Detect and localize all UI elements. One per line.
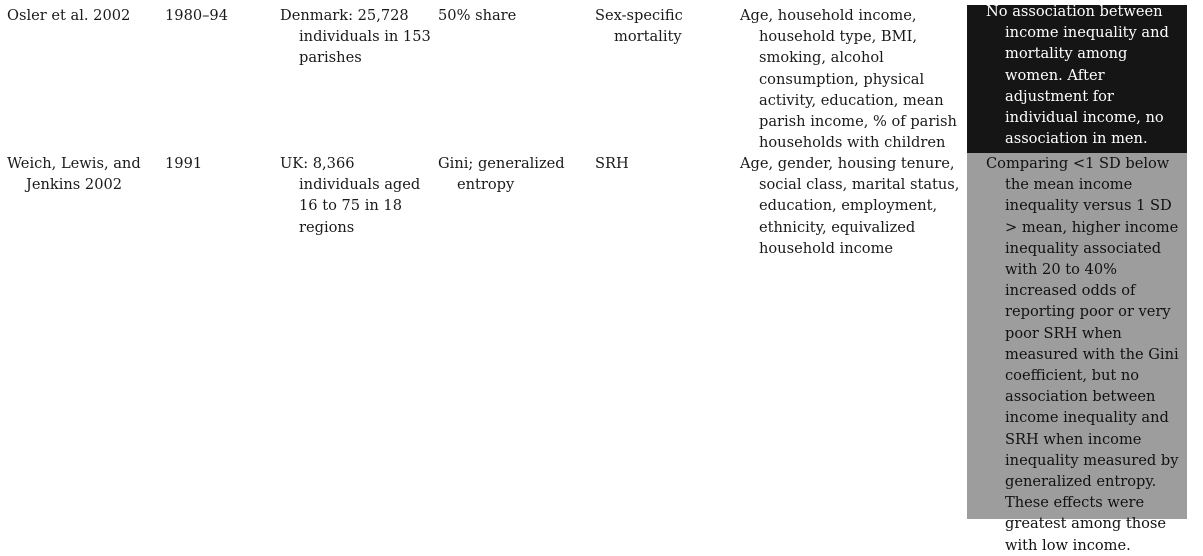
- findings-text: Comparing <1 SD below the mean income inequality versus 1 SD > mean, higher income inequality associated with 20 to 40% increased odds of reporting poor or very poor SRH when measured with the Gini coefficient, but no association between income inequality and SRH when income inequality measured by generalized entropy. These effects were greatest among those with low income.: [986, 155, 1179, 554]
- years-cell: 1991: [165, 155, 203, 172]
- controls-cell: Age, gender, housing tenure, social class, marital status, education, employment, ethnicity, equivalized household income: [740, 155, 960, 257]
- table-row: [0, 5, 1203, 153]
- study-cell: Osler et al. 2002: [7, 7, 131, 24]
- controls-cell: Age, household income, household type, BMI, smoking, alcohol consumption, physical activity, education, mean parish income, % of parish households with children: [740, 7, 957, 152]
- inequality-measure-cell: 50% share: [438, 7, 517, 24]
- findings-cell: [967, 153, 1187, 554]
- outcome-cell: Sex-specific mortality: [595, 7, 683, 46]
- sample-cell: UK: 8,366 individuals aged 16 to 75 in 18 regions: [280, 155, 421, 236]
- inequality-measure-cell: Gini; generalized entropy: [438, 155, 565, 194]
- years-cell: 1980–94: [165, 7, 229, 24]
- study-cell: Weich, Lewis, and Jenkins 2002: [7, 155, 141, 194]
- sample-cell: Denmark: 25,728 individuals in 153 parishes: [280, 7, 431, 67]
- findings-cell: [967, 5, 1187, 153]
- findings-text: No association between income inequality and mortality among women. After adjustment for individual income, no association in men.: [986, 3, 1169, 148]
- outcome-cell: SRH: [595, 155, 629, 172]
- table-row: [0, 153, 1203, 554]
